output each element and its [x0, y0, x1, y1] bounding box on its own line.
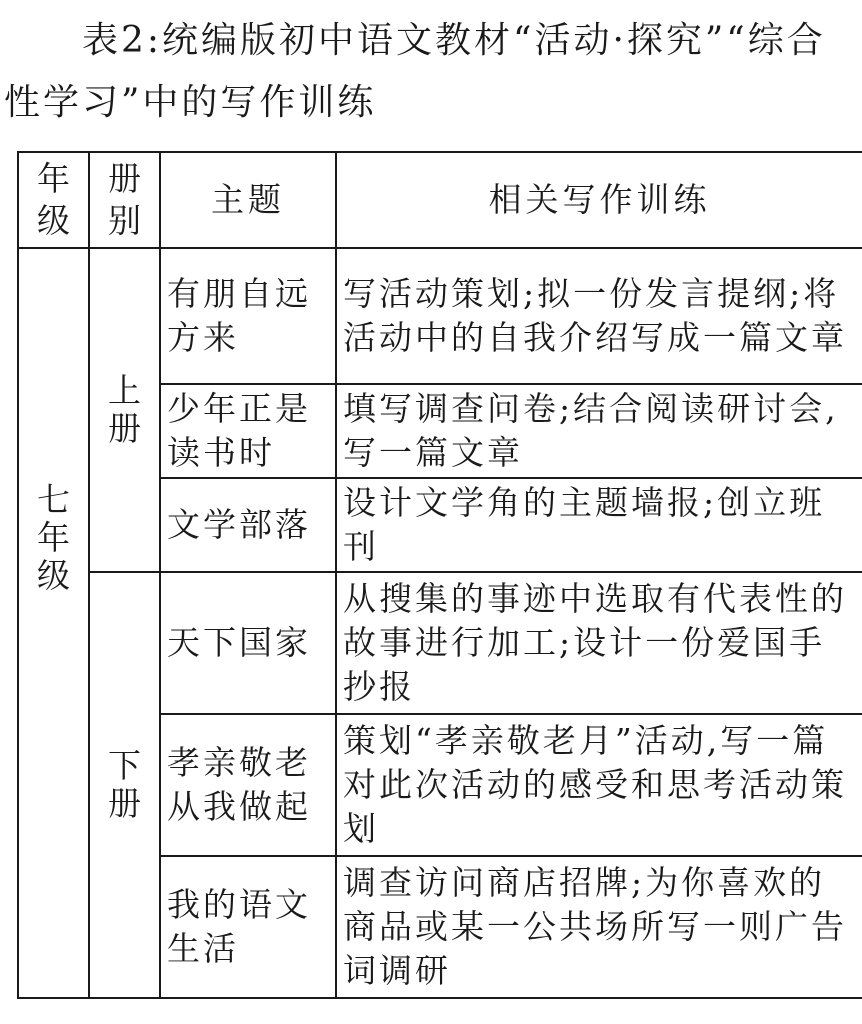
training-cell: 填写调查问卷;结合阅读研讨会,写一篇文章	[336, 384, 862, 478]
caption-line-1: 表2:统编版初中语文教材“活动·探究”“综合	[82, 20, 826, 61]
theme-cell: 文学部落	[160, 478, 336, 572]
header-theme: 主题	[160, 152, 336, 248]
grade-cell: 七年级	[18, 248, 89, 998]
theme-cell: 少年正是读书时	[160, 384, 336, 478]
training-cell: 写活动策划;拟一份发言提纲;将活动中的自我介绍写成一篇文章	[336, 248, 862, 384]
table-row	[18, 572, 862, 714]
table-row	[18, 248, 862, 384]
caption-line-2: 性学习”中的写作训练	[4, 82, 377, 123]
training-cell: 策划“孝亲敬老月”活动,写一篇对此次活动的感受和思考活动策划	[336, 714, 862, 856]
training-cell: 设计文学角的主题墙报;创立班刊	[336, 478, 862, 572]
training-cell: 调查访问商店招牌;为你喜欢的商品或某一公共场所写一则广告词调研	[336, 856, 862, 998]
volume-cell-lower: 下册	[89, 572, 160, 998]
writing-training-table	[17, 151, 862, 999]
table-caption	[0, 10, 862, 134]
training-cell: 从搜集的事迹中选取有代表性的故事进行加工;设计一份爱国手抄报	[336, 572, 862, 714]
theme-cell: 有朋自远方来	[160, 248, 336, 384]
table-header-row	[18, 152, 862, 248]
header-volume: 册别	[89, 152, 160, 248]
header-grade: 年级	[18, 152, 89, 248]
header-training: 相关写作训练	[336, 152, 862, 248]
theme-cell: 孝亲敬老从我做起	[160, 714, 336, 856]
theme-cell: 我的语文生活	[160, 856, 336, 998]
volume-cell-upper: 上册	[89, 248, 160, 572]
theme-cell: 天下国家	[160, 572, 336, 714]
